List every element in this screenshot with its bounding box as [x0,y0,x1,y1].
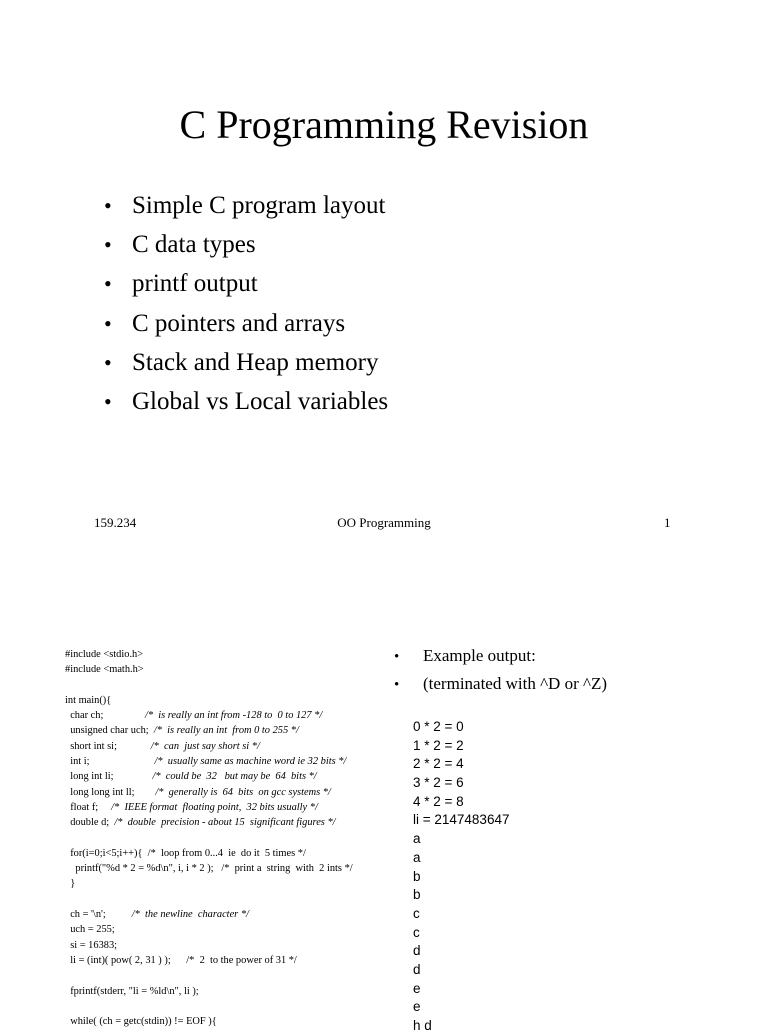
output-line: d [413,943,421,959]
code-line [65,662,385,677]
code-line [65,754,385,769]
code-line [65,647,385,662]
code-line [65,907,385,922]
code-text: unsigned char uch; [65,725,154,737]
footer-page-number: 1 [664,515,671,530]
topic-list [104,186,388,421]
output-line: 4 * 2 = 8 [413,793,464,809]
code-text: fprintf(stderr, "li = %ld\n", li ); [65,985,199,997]
output-line: li = 2147483647 [413,812,510,828]
code-text: uch = 255; [65,924,115,936]
code-text: si = 16383; [65,939,118,951]
topic-text: printf output [132,270,258,298]
code-comment: /* double precision - about 15 significant figures */ [114,817,336,829]
output-line: a [413,849,421,865]
output-line: e [413,999,421,1015]
bullet-icon: • [394,677,400,693]
output-line: 0 * 2 = 0 [413,719,464,734]
code-line [65,984,385,999]
code-line [65,678,385,693]
program-output [413,718,510,1033]
footer-course-name: OO Programming [337,515,431,530]
topic-item [104,343,388,382]
code-text: li = (int)( pow( 2, 31 ) ); /* 2 to the power of 31 */ [65,954,297,966]
code-comment: /* is really an int from 0 to 255 */ [153,725,299,737]
bullet-icon: • [394,649,400,665]
output-line: b [413,887,421,903]
code-text: ch = '\n'; [65,909,132,921]
code-line [65,999,385,1014]
code-line [65,846,385,861]
output-line: c [413,924,420,940]
code-text: int main(){ [65,694,112,706]
code-line [65,693,385,708]
code-line [65,861,385,876]
code-text: #include <stdio.h> [65,649,144,660]
topic-text: C data types [132,231,256,259]
code-comment: /* is really an int from -128 to 0 to 127 */ [144,710,323,722]
output-line: h d [413,1018,432,1033]
output-line: b [413,868,421,884]
output-line: e [413,980,421,996]
code-line [65,831,385,846]
code-text: for(i=0;i<5;i++){ /* loop from 0...4 ie do it 5 times */ [65,847,306,859]
code-line [65,723,385,738]
topic-text: Global vs Local variables [132,387,389,415]
code-text: } [65,878,76,890]
code-line [65,800,385,815]
topic-text: Stack and Heap memory [132,348,379,376]
code-text: float f; [65,801,112,813]
output-line: 3 * 2 = 6 [413,775,464,791]
output-line: a [413,831,421,847]
bullet-icon: • [104,271,112,297]
code-line [65,876,385,891]
code-text: printf("%d * 2 = %d\n", i, i * 2 ); /* print a string with 2 ints */ [65,863,353,875]
code-listing [65,647,385,1028]
bullet-icon: • [104,310,112,336]
code-text: double d; [65,817,115,829]
code-line [65,785,385,800]
code-line [65,739,385,754]
topic-text: C pointers and arrays [132,309,346,337]
topic-item [104,264,388,303]
code-text: while( (ch = getc(stdin)) != EOF ){ [65,1016,217,1028]
code-comment: /* IEEE format floating point, 32 bits usually */ [111,801,318,813]
example-text: Example output: [423,646,536,665]
bullet-icon: • [104,349,112,375]
code-text: #include <math.h> [65,664,144,676]
code-comment: /* could be 32 but may be 64 bits */ [152,771,317,783]
code-line [65,953,385,968]
code-comment: /* generally is 64 bits on gcc systems */ [155,786,331,798]
footer-course-code: 159.234 [94,515,137,530]
code-line [65,892,385,907]
topic-item [104,382,388,421]
output-line: 2 * 2 = 4 [413,756,464,772]
code-comment: /* the newline character */ [131,909,249,921]
code-text: long long int ll; [65,786,156,798]
output-line: c [413,905,420,921]
code-line [65,968,385,983]
code-line [65,815,385,830]
code-text: short int si; [65,740,151,752]
topic-item [104,225,388,264]
code-text: long int li; [65,771,153,783]
code-line [65,1014,385,1029]
bullet-icon: • [104,193,112,218]
code-line [65,922,385,937]
code-comment: /* usually same as machine word ie 32 bits */ [154,756,347,768]
code-text: int i; [65,756,155,768]
code-line [65,938,385,953]
example-item [394,670,607,698]
slide-title: C Programming Revision [179,102,589,147]
code-line [65,769,385,784]
bullet-icon: • [104,388,112,414]
example-list [394,642,607,698]
bullet-icon: • [104,232,112,258]
topic-item [104,304,388,343]
example-item [394,642,607,670]
topic-text: Simple C program layout [132,192,386,219]
output-line: 1 * 2 = 2 [413,737,464,753]
code-comment: /* can just say short si */ [150,740,260,752]
code-text: char ch; [65,710,145,722]
topic-item [104,186,388,225]
code-line [65,708,385,723]
example-text: (terminated with ^D or ^Z) [423,674,608,693]
output-line: d [413,961,421,977]
